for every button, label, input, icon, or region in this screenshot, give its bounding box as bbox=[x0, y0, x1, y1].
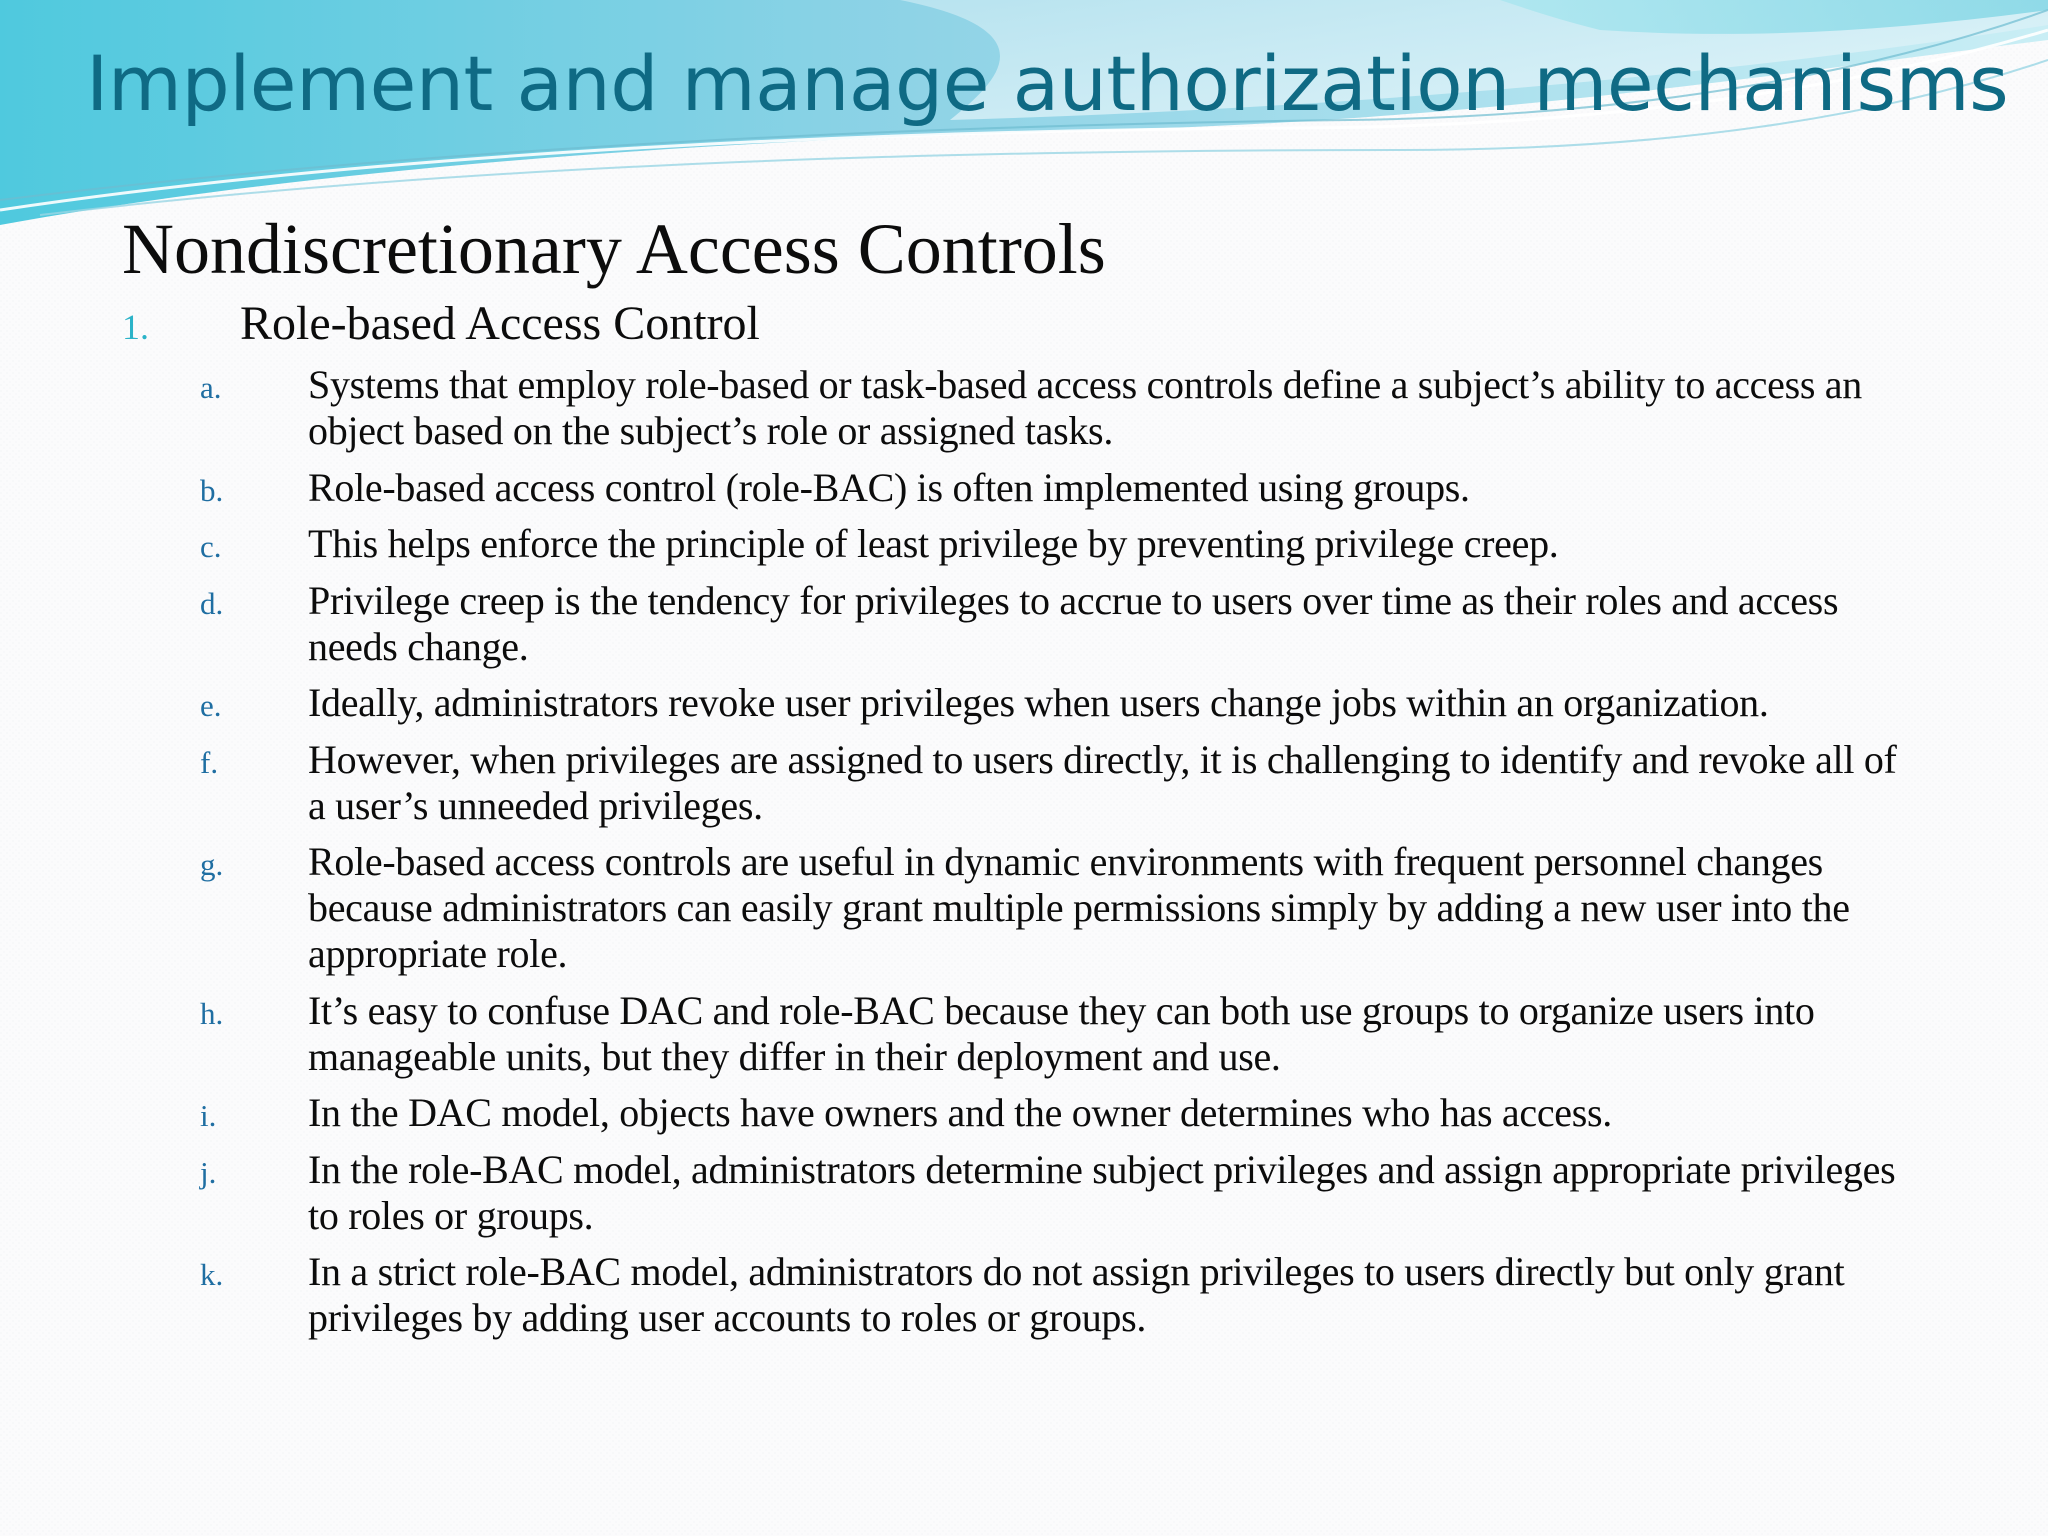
list-item bbox=[200, 1249, 1920, 1341]
item-letter: i. bbox=[200, 1098, 217, 1133]
list-item bbox=[200, 521, 1920, 567]
item-letter: h. bbox=[200, 995, 224, 1031]
item-letter: f. bbox=[200, 744, 219, 780]
list-item bbox=[200, 1147, 1920, 1239]
list-item bbox=[200, 578, 1920, 670]
item-text: Role-based access controls are useful in dynamic environments with frequent personnel changes because administrators can easily grant multiple permissions simply by adding a new user into the appropriate role. bbox=[308, 839, 1850, 976]
slide-subtitle: Nondiscretionary Access Controls bbox=[122, 209, 1106, 289]
item-letter: g. bbox=[200, 847, 224, 882]
item-text: In the role-BAC model, administrators determine subject privileges and assign appropriate privileges to roles or groups. bbox=[308, 1146, 1896, 1238]
list-item bbox=[200, 737, 1920, 829]
item-letter: a. bbox=[200, 370, 222, 405]
item-text: In a strict role-BAC model, administrators do not assign privileges to users directly but only grant privileges by adding user accounts to roles or groups. bbox=[308, 1249, 1845, 1340]
list-item bbox=[200, 839, 1920, 977]
item-text: Privilege creep is the tendency for privileges to accrue to users over time as their roles and access needs change. bbox=[308, 577, 1839, 669]
list-item bbox=[200, 1090, 1920, 1136]
list-item bbox=[200, 680, 1920, 726]
item-letter: b. bbox=[200, 472, 224, 508]
list-item bbox=[200, 362, 1920, 454]
list-item bbox=[200, 465, 1920, 511]
item-text: It’s easy to confuse DAC and role-BAC because they can both use groups to organize users into manageable units, but they differ in their deployment and use. bbox=[308, 987, 1815, 1079]
section-heading bbox=[122, 296, 1922, 351]
list-item bbox=[200, 988, 1920, 1080]
bullet-list bbox=[200, 362, 1920, 1352]
section-heading-text: Role-based Access Control bbox=[240, 297, 760, 350]
slide-title: Implement and manage authorization mechanisms bbox=[86, 39, 2009, 128]
item-text: However, when privileges are assigned to users directly, it is challenging to identify and revoke all of a user’s unneeded privileges. bbox=[308, 736, 1897, 828]
item-letter: e. bbox=[200, 688, 222, 723]
item-letter: c. bbox=[200, 529, 222, 564]
item-text: Ideally, administrators revoke user privileges when users change jobs within an organization. bbox=[308, 680, 1769, 725]
item-letter: k. bbox=[200, 1257, 224, 1292]
item-text: Systems that employ role-based or task-based access controls define a subject’s ability to access an object based on the subject’s role or assigned tasks. bbox=[308, 362, 1862, 453]
item-text: This helps enforce the principle of least privilege by preventing privilege creep. bbox=[308, 521, 1559, 566]
item-letter: d. bbox=[200, 585, 224, 621]
section-number: 1. bbox=[122, 307, 149, 347]
item-text: Role-based access control (role-BAC) is often implemented using groups. bbox=[308, 464, 1470, 510]
item-text: In the DAC model, objects have owners and the owner determines who has access. bbox=[308, 1090, 1612, 1135]
item-letter: j. bbox=[200, 1154, 217, 1190]
